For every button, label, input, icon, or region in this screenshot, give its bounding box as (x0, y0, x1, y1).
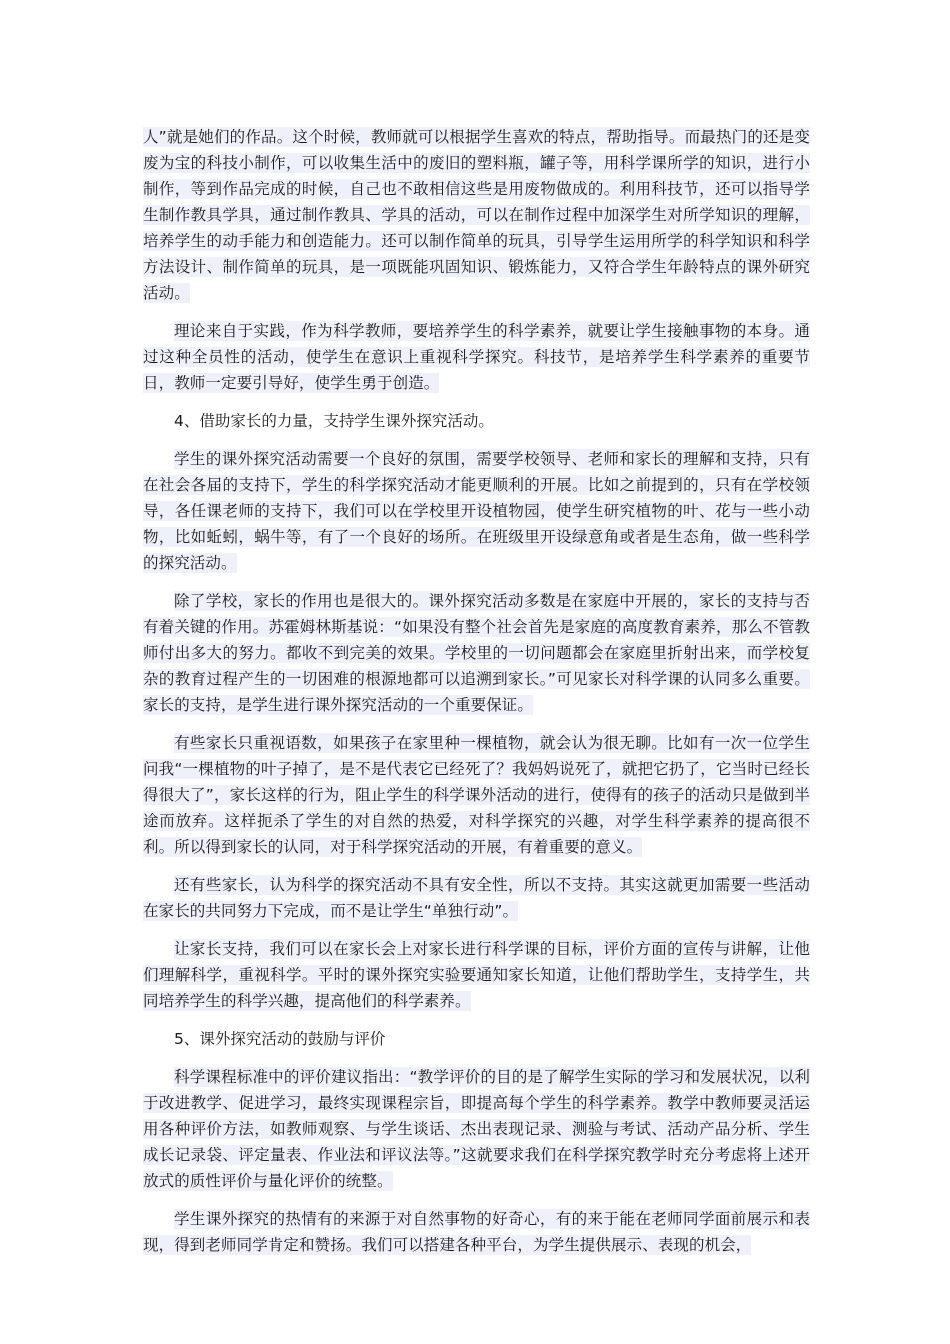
paragraph-3-text: 学生的课外探究活动需要一个良好的氛围，需要学校领导、老师和家长的理解和支持，只有在社会各届的支持下，学生的科学探究活动才能更顺利的开展。比如之前提到的，只有在学校领导，各任课老师的支持下，我们可以在学校里开设植物园，使学生研究植物的叶、花与一些小动物，比如蚯蚓，蜗牛等，有了一个良好的场所。在班级里开设绿意角或者是生态角，做一些科学的探究活动。 (143, 450, 810, 572)
paragraph-7 (143, 936, 810, 1014)
paragraph-2-text: 理论来自于实践，作为科学教师，要培养学生的科学素养，就要让学生接触事物的本身。通过这种全员性的活动，使学生在意识上重视科学探究。科技节，是培养学生科学素养的重要节日，教师一定要引导好，使学生勇于创造。 (143, 322, 810, 392)
section-heading-5 (143, 1026, 810, 1052)
paragraph-6-text: 还有些家长，认为科学的探究活动不具有安全性，所以不支持。其实这就更加需要一些活动在家长的共同努力下完成，而不是让学生“单独行动”。 (143, 876, 810, 920)
section-heading-4-text: 4、借助家长的力量，支持学生课外探究活动。 (174, 412, 494, 430)
paragraph-7-text: 让家长支持，我们可以在家长会上对家长进行科学课的目标，评价方面的宣传与讲解，让他们理解科学，重视科学。平时的课外探究实验要通知家长知道，让他们帮助学生，支持学生，共同培养学生的科学兴趣，提高他们的科学素养。 (143, 940, 810, 1010)
paragraph-4-text: 除了学校，家长的作用也是很大的。课外探究活动多数是在家庭中开展的，家长的支持与否有着关键的作用。苏霍姆林斯基说：“如果没有整个社会首先是家庭的高度教育素养，那么不管教师付出多大的努力。都收不到完美的效果。学校里的一切问题都会在家庭里折射出来，而学校复杂的教育过程产生的一切困难的根源地都可以追溯到家长。”可见家长对科学课的认同多么重要。家长的支持，是学生进行课外探究活动的一个重要保证。 (143, 592, 810, 714)
paragraph-2 (143, 318, 810, 396)
paragraph-1-text: 人”就是她们的作品。这个时候，教师就可以根据学生喜欢的特点，帮助指导。而最热门的还是变废为宝的科技小制作，可以收集生活中的废旧的塑料瓶，罐子等，用科学课所学的知识，进行小制作，等到作品完成的时候，自己也不敢相信这些是用废物做成的。利用科技节，还可以指导学生制作教具学具，通过制作教具、学具的活动，可以在制作过程中加深学生对所学知识的理解，培养学生的动手能力和创造能力。还可以制作简单的玩具，引导学生运用所学的科学知识和科学方法设计、制作简单的玩具，是一项既能巩固知识、锻炼能力，又符合学生年龄特点的课外研究活动。 (143, 128, 810, 302)
paragraph-8 (143, 1064, 810, 1194)
paragraph-5 (143, 730, 810, 860)
paragraph-3 (143, 446, 810, 576)
section-heading-5-text: 5、课外探究活动的鼓励与评价 (174, 1030, 386, 1048)
document-body (143, 124, 810, 1270)
paragraph-9-text: 学生课外探究的热情有的来源于对自然事物的好奇心，有的来于能在老师同学面前展示和表现，得到老师同学肯定和赞扬。我们可以搭建各种平台，为学生提供展示、表现的机会， (143, 1210, 810, 1254)
paragraph-9 (143, 1206, 810, 1258)
section-heading-4 (143, 408, 810, 434)
paragraph-1 (143, 124, 810, 306)
paragraph-8-text: 科学课程标准中的评价建议指出：“教学评价的目的是了解学生实际的学习和发展状况，以利于改进教学、促进学习，最终实现课程宗旨，即提高每个学生的科学素养。教学中教师要灵活运用各种评价方法，如教师观察、与学生谈话、杰出表现记录、测验与考试、活动产品分析、学生成长记录袋、评定量表、作业法和评议法等。”这就要求我们在科学探究教学时充分考虑将上述开放式的质性评价与量化评价的统整。 (143, 1068, 810, 1190)
paragraph-5-text: 有些家长只重视语数，如果孩子在家里种一棵植物，就会认为很无聊。比如有一次一位学生问我“一棵植物的叶子掉了，是不是代表它已经死了？我妈妈说死了，就把它扔了，它当时已经长得很大了”，家长这样的行为，阻止学生的科学课外活动的进行，使得有的孩子的活动只是做到半途而放弃。这样扼杀了学生的对自然的热爱，对科学探究的兴趣，对学生科学素养的提高很不利。所以得到家长的认同，对于科学探究活动的开展，有着重要的意义。 (143, 734, 810, 856)
paragraph-4 (143, 588, 810, 718)
paragraph-6 (143, 872, 810, 924)
